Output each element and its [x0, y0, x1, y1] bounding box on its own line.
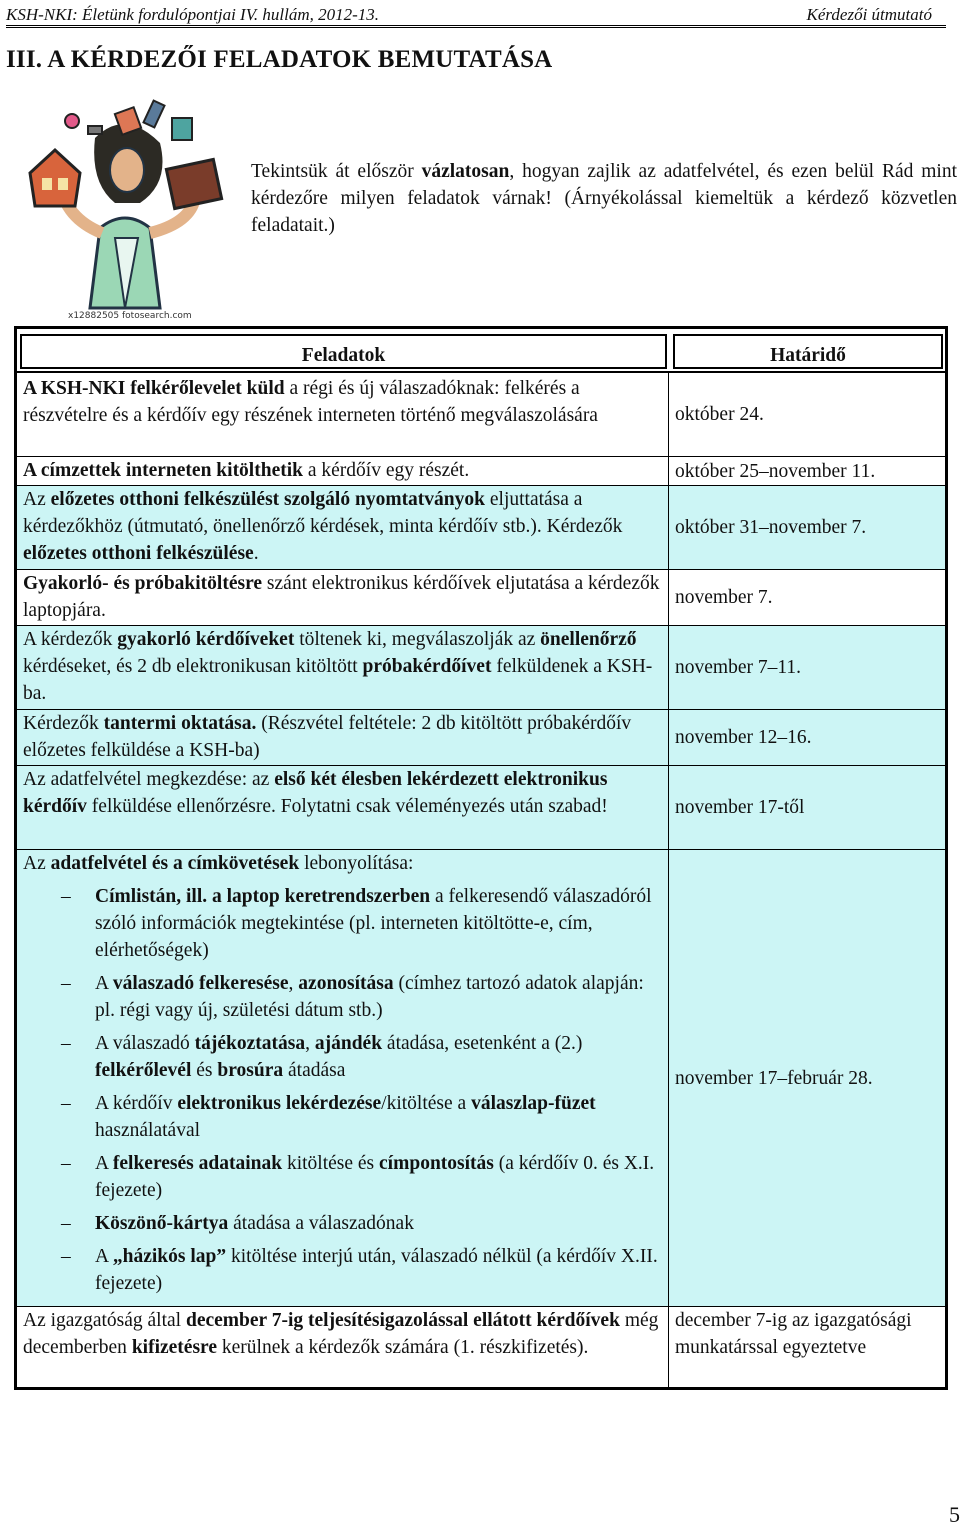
list-item: – A válaszadó felkeresése, azonosítása (címhez tartozó adatok alapján: pl. régi vagy új, születési dátum stb.): [61, 973, 644, 1021]
table-row-task: Gyakorló- és próbakitöltésre szánt elektronikus kérdőívek eljutatása a kérdezők laptopjára.: [23, 573, 660, 621]
row-divider: [17, 1306, 945, 1307]
row-divider: [17, 765, 945, 766]
list-item: – A felkeresés adatainak kitöltése és címpontosítás (a kérdőív 0. és X.I. fejezete): [61, 1153, 655, 1201]
running-header: [6, 3, 946, 26]
table-row-deadline: december 7-ig az igazgatósági munkatárssal egyeztetve: [675, 1310, 912, 1358]
page-number: 5: [949, 1502, 960, 1527]
table-row-task: Kérdezők tantermi oktatása. (Részvétel feltétele: 2 db kitöltött próbakérdőív előzetes felküldése a KSH-ba): [17, 710, 668, 765]
column-divider: [668, 371, 669, 1387]
juggling-woman-illustration: [20, 98, 234, 322]
column-header-tasks: Feladatok: [20, 334, 667, 369]
header-right: Kérdezői útmutató: [806, 5, 932, 24]
watermark-text: x12882505 fotosearch.com: [68, 311, 192, 321]
row-divider: [17, 456, 945, 457]
column-header-deadline: Határidő: [673, 334, 943, 369]
table-row-task: Az adatfelvétel megkezdése: az első két élesben lekérdezett elektronikus kérdőív felküldése ellenőrzésre. Folytatni csak véleményezés után szabad!: [17, 766, 668, 849]
table-row-deadline: november 17-től: [669, 766, 945, 849]
header-left: KSH-NKI: Életünk fordulópontjai IV. hullám, 2012-13.: [6, 5, 380, 24]
list-item: – Címlistán, ill. a laptop keretrendszerben a felkeresendő válaszadóról szóló információk megtekintése (pl. interneten kitöltötte-e, cím, elérhetőségek): [61, 886, 652, 961]
section-title: III. A KÉRDEZŐI FELADATOK BEMUTATÁSA: [6, 46, 553, 73]
row-divider: [17, 709, 945, 710]
intro-paragraph: Tekintsük át először vázlatosan, hogyan zajlik az adatfelvétel, és ezen belül Rád mint kérdezőre milyen feladatok várnak! (Árnyékolással kiemeltük a kérdező közvetlen feladatait.): [251, 161, 957, 236]
table-row-deadline: november 7–11.: [669, 626, 945, 709]
table-row-deadline: november 7.: [675, 587, 773, 608]
list-item: – A „házikós lap” kitöltése interjú után, válaszadó nélkül (a kérdőív X.II. fejezete): [61, 1246, 658, 1294]
task-table: [14, 326, 948, 1390]
table-row-task: Az igazgatóság által december 7-ig teljesítésigazolással ellátott kérdőívek még decemberben kifizetésre kerülnek a kérdezők számára (1. részkifizetés).: [23, 1310, 659, 1358]
row-divider: [17, 485, 945, 486]
table-row-deadline: november 17–február 28.: [669, 850, 945, 1306]
table-row-task: A KSH-NKI felkérőlevelet küld a régi és új válaszadóknak: felkérés a részvételre és a kérdőív egy részének interneten történő megválaszolására: [23, 378, 598, 426]
table-row-task: A kérdezők gyakorló kérdőíveket töltenek ki, megválaszolják az önellenőrző kérdéseket, és 2 db elektronikusan kitöltött próbakérdőívet felküldenek a KSH-ba.: [17, 626, 668, 709]
row-divider: [17, 569, 945, 570]
row-divider: [17, 849, 945, 850]
row-divider: [17, 371, 945, 373]
header-rule: [6, 27, 946, 28]
row-divider: [17, 625, 945, 626]
table-row-task: Az adatfelvétel és a címkövetések lebonyolítása: – Címlistán, ill. a laptop keretrendszerben a felkeresendő válaszadóról szóló információk megtekintése (pl. interneten kitöltötte-e, cím, elérhetőségek) – A válaszadó felkeresése, azonosítása (címhez tartozó adatok alapján: pl. régi vagy új, születési dátum stb.) – A válaszadó tájékoztatása, ajándék átadása, esetenként a (2.) felkérőlevél és brosúra átadása – A kérdőív elektronikus lekérdezése/kitöltése a válaszlap-füzet használatával – A felkeresés adatainak kitöltése és címpontosítás (a kérdőív 0. és X.I. fejezete) – Köszönő-kártya átadása a válaszadónak – A „házikós lap” kitöltése interjú után, válaszadó nélkül (a kérdőív X.II. fejezete): [17, 850, 668, 1306]
table-row-deadline: november 12–16.: [669, 710, 945, 765]
table-row-task: Az előzetes otthoni felkészülést szolgáló nyomtatványok eljuttatása a kérdezőkhöz (útmutató, önellenőrző kérdések, minta kérdőív stb.). Kérdezők előzetes otthoni felkészülése.: [17, 486, 668, 569]
table-row-deadline: október 24.: [675, 404, 764, 425]
list-item: – A kérdőív elektronikus lekérdezése/kitöltése a válaszlap-füzet használatával: [61, 1093, 596, 1141]
table-row-task: A címzettek interneten kitölthetik a kérdőív egy részét.: [23, 460, 470, 481]
list-item: – A válaszadó tájékoztatása, ajándék átadása, esetenként a (2.) felkérőlevél és brosúra átadása: [61, 1033, 583, 1081]
table-row-deadline: október 31–november 7.: [669, 486, 945, 569]
table-row-deadline: október 25–november 11.: [675, 460, 876, 482]
list-item: – Köszönő-kártya átadása a válaszadónak: [61, 1213, 414, 1234]
